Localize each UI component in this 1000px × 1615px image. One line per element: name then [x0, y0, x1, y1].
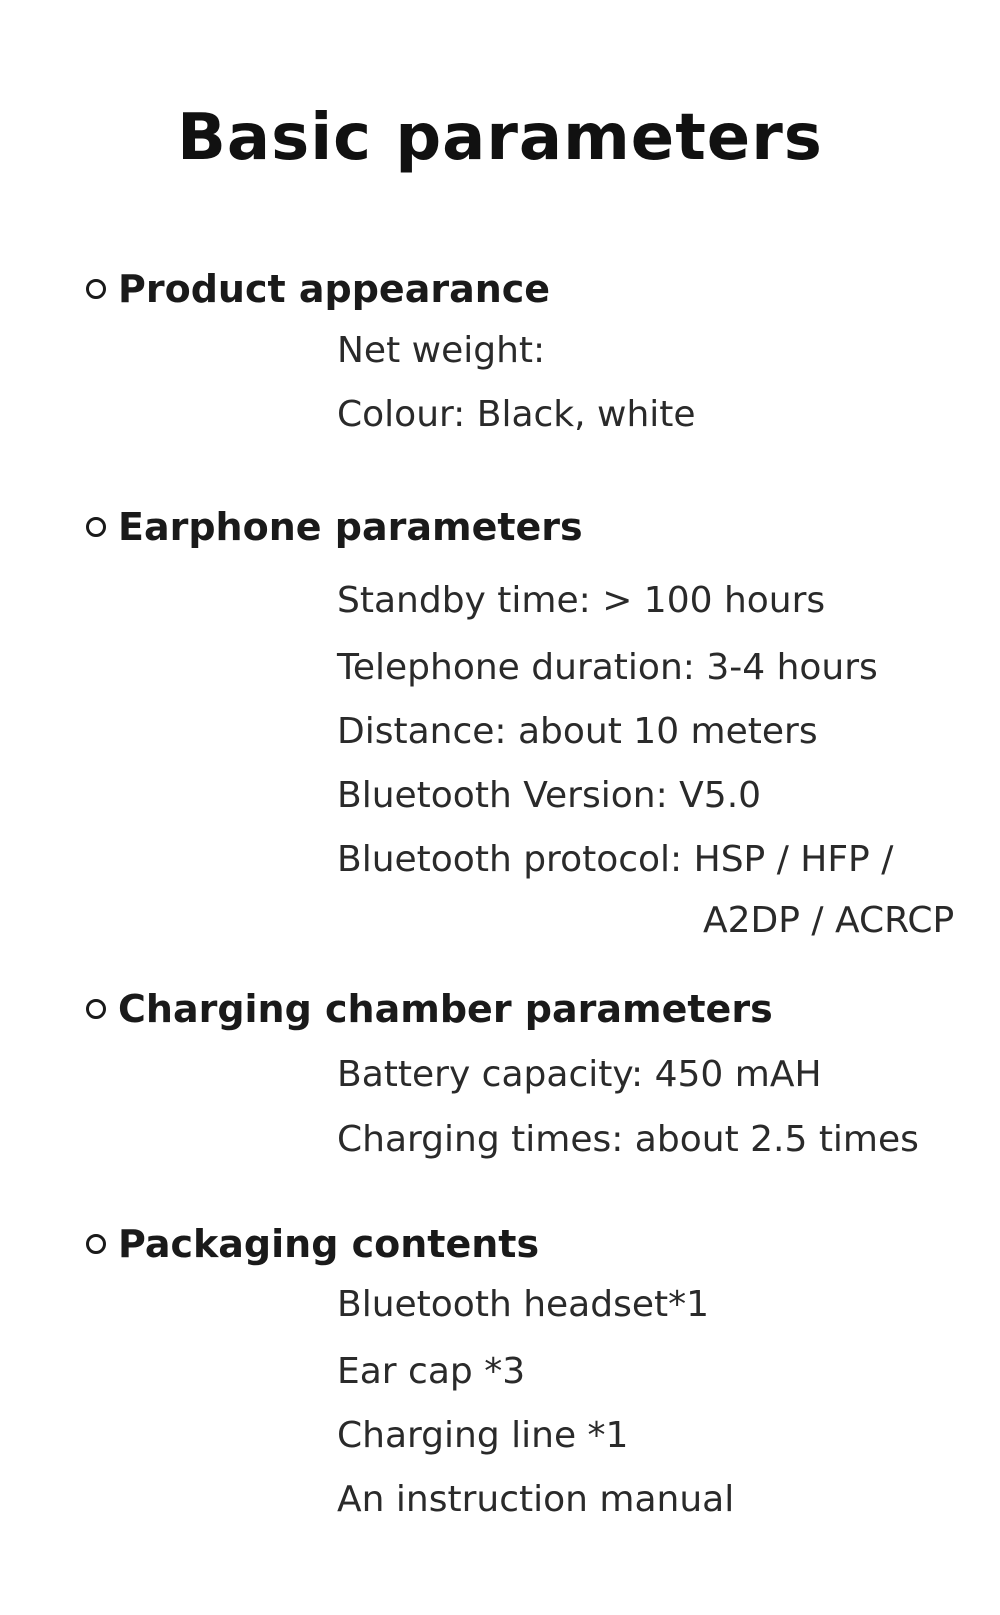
spec-bluetooth-protocol-continued: A2DP / ACRCP [703, 900, 955, 941]
circle-bullet-icon [86, 279, 106, 299]
section-heading-label: Charging chamber parameters [118, 987, 773, 1031]
spec-charging-times: Charging times: about 2.5 times [337, 1119, 919, 1160]
section-heading-packaging-contents [86, 1222, 540, 1266]
section-heading-label: Packaging contents [118, 1222, 540, 1266]
section-heading-earphone-parameters [86, 505, 583, 549]
section-heading-label: Earphone parameters [118, 505, 583, 549]
spec-bluetooth-protocol: Bluetooth protocol: HSP / HFP / [337, 839, 894, 880]
spec-standby-time: Standby time: > 100 hours [337, 580, 826, 621]
spec-bluetooth-version: Bluetooth Version: V5.0 [337, 775, 762, 816]
spec-ear-cap: Ear cap *3 [337, 1351, 526, 1392]
circle-bullet-icon [86, 1234, 106, 1254]
spec-charging-line: Charging line *1 [337, 1415, 629, 1456]
spec-battery-capacity: Battery capacity: 450 mAH [337, 1054, 822, 1095]
spec-distance: Distance: about 10 meters [337, 711, 818, 752]
spec-telephone-duration: Telephone duration: 3-4 hours [337, 647, 878, 688]
spec-instruction-manual: An instruction manual [337, 1479, 735, 1520]
circle-bullet-icon [86, 517, 106, 537]
spec-bluetooth-headset: Bluetooth headset*1 [337, 1284, 710, 1325]
page-title: Basic parameters [177, 101, 823, 175]
circle-bullet-icon [86, 999, 106, 1019]
spec-net-weight: Net weight: [337, 330, 546, 371]
section-heading-product-appearance [86, 267, 551, 311]
section-heading-charging-chamber [86, 987, 773, 1031]
spec-colour: Colour: Black, white [337, 394, 696, 435]
section-heading-label: Product appearance [118, 267, 551, 311]
